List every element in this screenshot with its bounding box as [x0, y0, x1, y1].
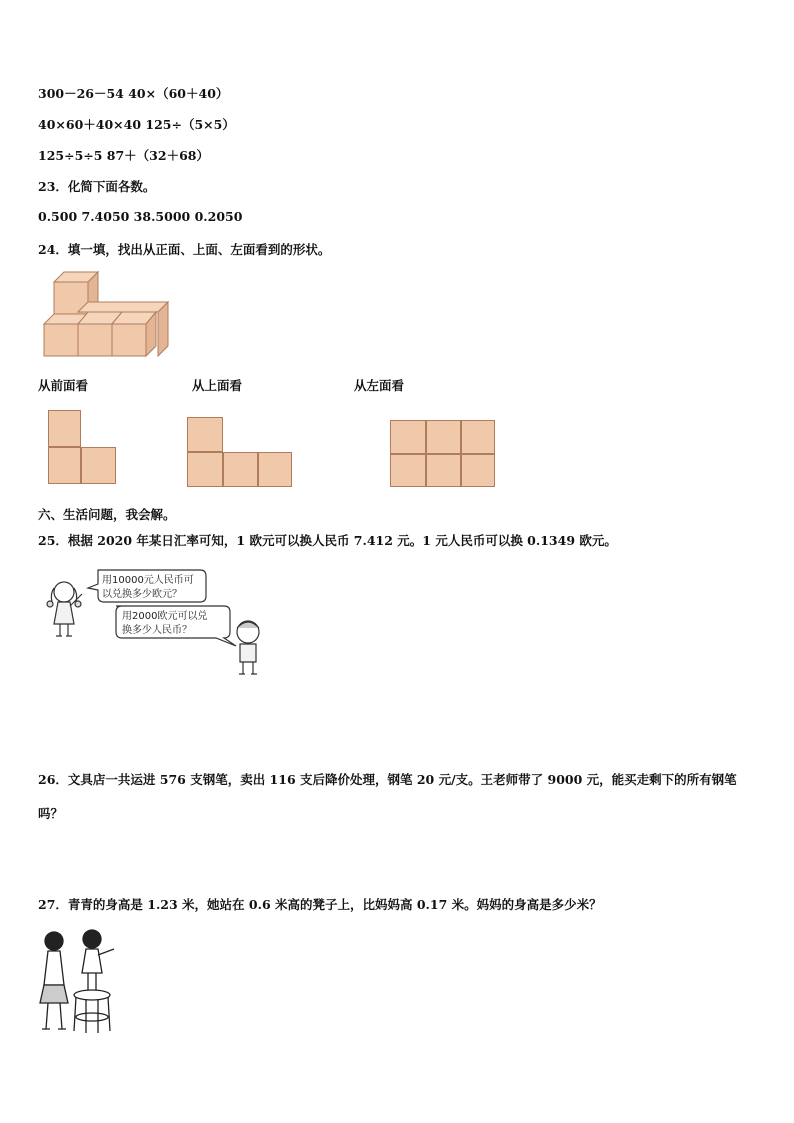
- bubble-2-line-2: 换多少人民币？: [122, 625, 192, 636]
- top-view-square: [187, 452, 223, 487]
- expression-line-2: 40×60＋40×40 125÷（5×5）: [38, 117, 235, 132]
- question-26: 26．文具店一共运进 576 支钢笔，卖出 116 支后降价处理，钢笔 20 元/支。王老师带了 9000 元，能买走剩下的所有钢笔吗？: [38, 772, 737, 821]
- expression-line-1: 300－26－54 40×（60＋40）: [38, 86, 229, 101]
- question-23: 23．化简下面各数。: [38, 179, 156, 194]
- bubble-1-line-2: 以兑换多少欧元？: [102, 589, 182, 600]
- height-svg: [36, 925, 132, 1041]
- exchange-rate-illustration: [40, 562, 280, 684]
- left-view-square: [426, 420, 461, 454]
- cube-stack-figure: [42, 268, 172, 367]
- section-6-heading: 六、生活问题，我会解。: [38, 507, 176, 522]
- view-front-label: 从前面看: [38, 378, 89, 393]
- top-view-square: [258, 452, 292, 487]
- expression-line-3: 125÷5÷5 87＋（32＋68）: [38, 148, 209, 163]
- cube-stack-svg: [42, 268, 172, 363]
- front-view-square: [48, 447, 81, 484]
- view-left-label: 从左面看: [354, 378, 405, 393]
- question-23-numbers: 0.500 7.4050 38.5000 0.2050: [38, 209, 243, 224]
- bubble-1-line-1: 用10000元人民币可: [102, 575, 194, 586]
- left-view-square: [390, 454, 426, 487]
- question-27: 27．青青的身高是 1.23 米，她站在 0.6 米高的凳子上，比妈妈高 0.17 米。妈妈的身高是多少米？: [38, 897, 602, 912]
- top-view-square: [223, 452, 258, 487]
- left-view-square: [461, 454, 495, 487]
- left-view-square: [390, 420, 426, 454]
- question-25: 25．根据 2020 年某日汇率可知，1 欧元可以换人民币 7.412 元。1 元人民币可以换 0.1349 欧元。: [38, 533, 617, 548]
- view-top-label: 从上面看: [192, 378, 243, 393]
- front-view-square: [48, 410, 81, 447]
- bubble-2-line-1: 用2000欧元可以兑: [122, 611, 208, 622]
- question-24: 24．填一填，找出从正面、上面、左面看到的形状。: [38, 242, 331, 257]
- left-view-square: [461, 420, 495, 454]
- height-illustration: [36, 925, 132, 1045]
- exchange-rate-svg: [40, 562, 280, 680]
- left-view-square: [426, 454, 461, 487]
- front-view-square: [81, 447, 116, 484]
- top-view-square: [187, 417, 223, 452]
